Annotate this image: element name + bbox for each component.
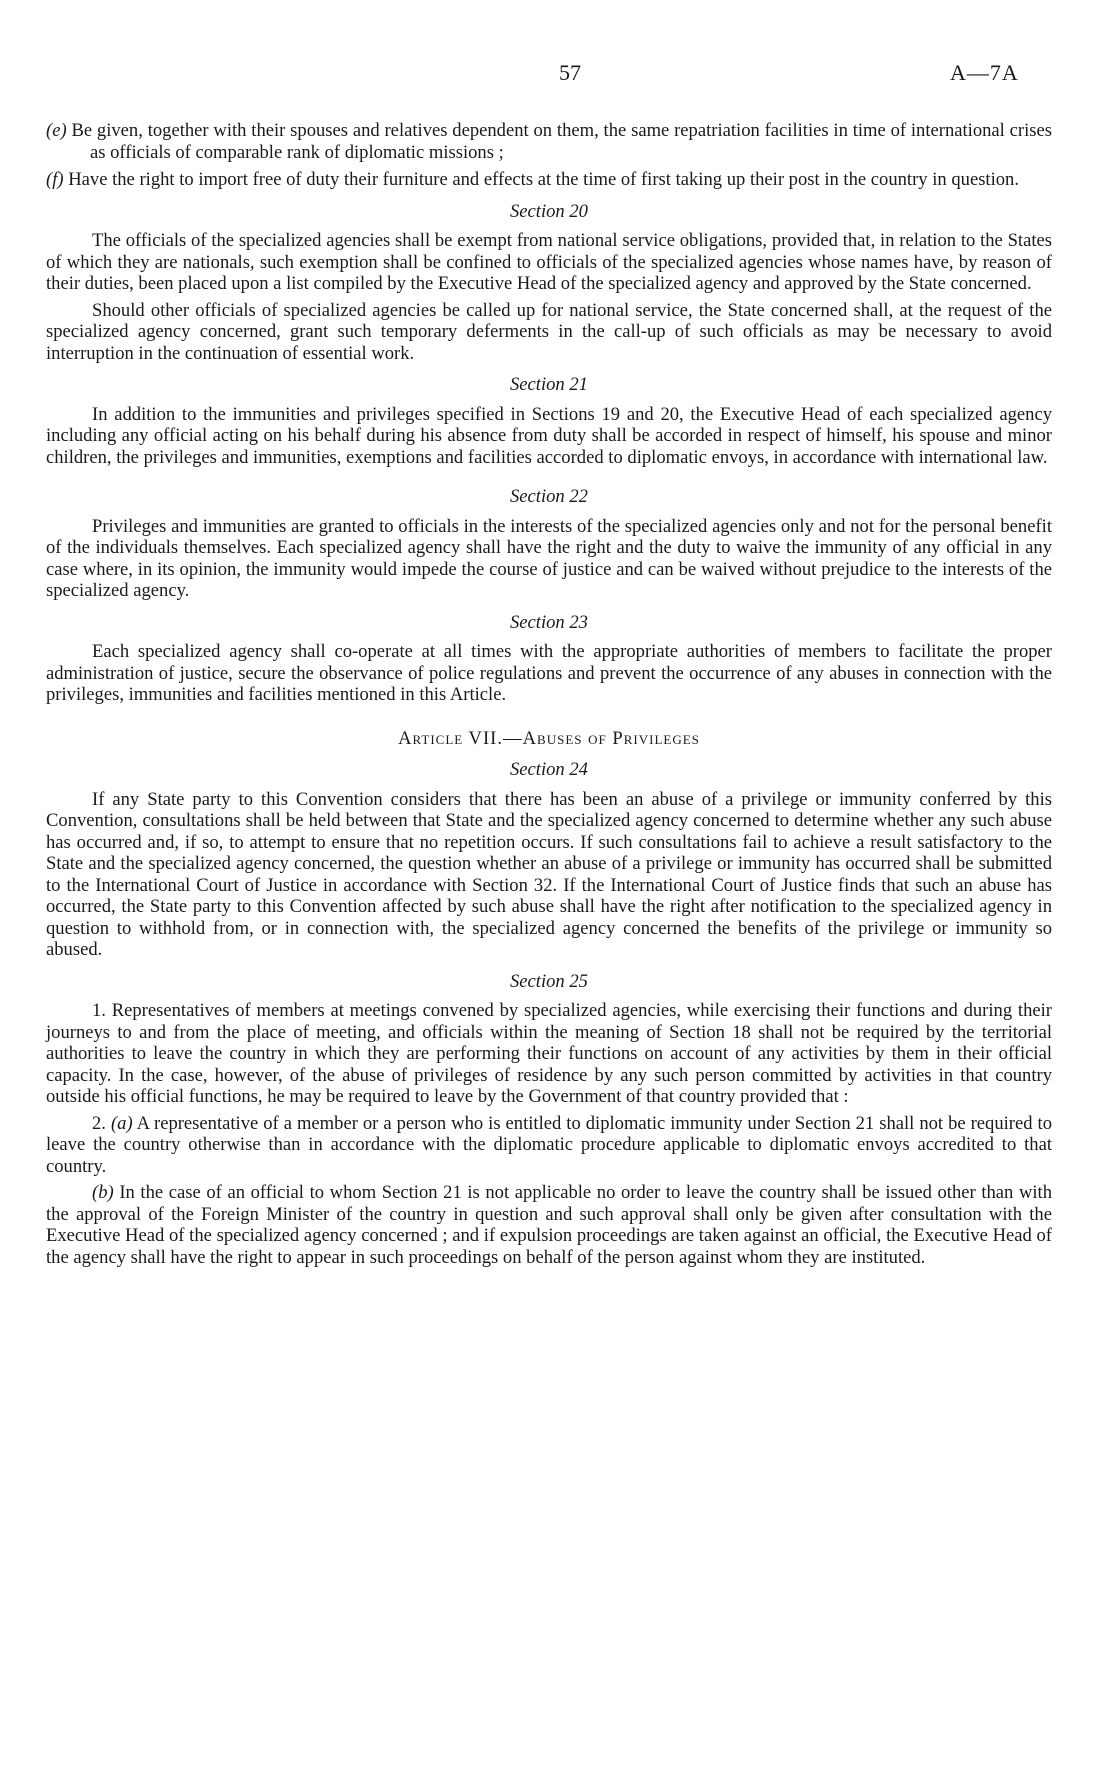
section-20-heading: Section 20 — [510, 200, 588, 222]
section-20-paragraph-2: Should other officials of specialized agencies be called up for national service, the State concerned shall, at the request of the specialized agency concerned, grant such temporary deferments in the call-up of such officials as may be necessary to avoid interruption in the continuation of essential work. — [46, 299, 1052, 364]
section-22-paragraph-1: Privileges and immunities are granted to officials in the interests of the specialized agencies only and not for the personal benefit of the individuals themselves. Each specialized agency shall have the right and the duty to waive the immunity of any official in any case where, in its opinion, the immunity would impede the course of justice and can be waived without prejudice to the interests of the specialized agency. — [46, 515, 1052, 601]
list-item-e — [46, 120, 1052, 163]
item-text: Have the right to import free of duty their furniture and effects at the time of first taking up their post in the country in question. — [68, 169, 1020, 190]
section-25-paragraph-3 — [46, 1182, 1052, 1268]
page-number: 57 — [559, 60, 581, 85]
section-24-paragraph-1: If any State party to this Convention considers that there has been an abuse of a privilege or immunity conferred by this Convention, consultations shall be held between that State and the specialized agency concerned to determine whether any such abuse has occurred and, if so, to attempt to ensure that no repetition occurs. If such consultations fail to achieve a result satisfactory to the State and the specialized agency concerned, the question whether an abuse of a privilege or immunity has occurred shall be submitted to the International Court of Justice in accordance with Section 32. If the International Court of Justice finds that such an abuse has occurred, the State party to this Convention affected by such abuse shall have the right after notification to the specialized agency in question to withhold from, or in connection with, the specialized agency concerned the benefits of the privilege or immunity so abused. — [46, 788, 1052, 960]
section-23-paragraph-1: Each specialized agency shall co-operate at all times with the appropriate authorities of members to facilitate the proper administration of justice, secure the observance of police regulations and prevent the occurrence of any abuses in connection with the privileges, immunities and facilities mentioned in this Article. — [46, 641, 1052, 705]
subparagraph-text-a: A representative of a member or a person who is entitled to diplomatic immunity under Section 21 shall not be required to leave the country otherwise than in accordance with the diplomatic procedure applicable to diplomatic envoys accredited to that country. — [46, 1112, 1053, 1177]
subparagraph-text-b: In the case of an official to whom Section 21 is not applicable no order to leave the country shall be issued other than with the approval of the Foreign Minister of the country in question and such approval shall only be given after consultation with the Executive Head of the specialized agency concerned ; and if expulsion proceedings are taken against an official, the Executive Head of the agency shall have the right to appear in such proceedings on behalf of the person against whom they are instituted. — [46, 1182, 1053, 1268]
section-21-paragraph-1: In addition to the immunities and privileges specified in Sections 19 and 20, the Executive Head of each specialized agency including any official acting on his behalf during his absence from duty shall be accorded in respect of himself, his spouse and minor children, the privileges and immunities, exemptions and facilities accorded to diplomatic envoys, in accordance with international law. — [46, 403, 1052, 468]
section-25-paragraph-1: 1. Representatives of members at meetings convened by specialized agencies, while exercising their functions and during their journeys to and from the place of meeting, and officials within the meaning of Section 18 shall not be required by the territorial authorities to leave the country in which they are performing their functions on account of any activities by them in their official capacity. In the case, however, of the abuse of privileges of residence by any such person committed by activities in that country outside his official functions, he may be required to leave by the Government of that country provided that : — [46, 1000, 1052, 1107]
section-21-heading: Section 21 — [510, 374, 588, 395]
section-22-heading: Section 22 — [510, 486, 588, 507]
subparagraph-label-a: (a) — [110, 1112, 133, 1134]
section-23-heading: Section 23 — [510, 611, 588, 633]
section-25-paragraph-2 — [46, 1113, 1052, 1178]
item-text: Be given, together with their spouses and relatives dependent on them, the same repatriation facilities in time of international crises as officials of comparable rank of diplomatic missions ; — [71, 120, 1052, 163]
section-24-heading: Section 24 — [510, 759, 588, 780]
item-label: (e) — [46, 120, 67, 141]
list-item-f — [46, 169, 1052, 191]
document-reference: A—7A — [950, 60, 1019, 85]
subparagraph-label-b: (b) — [92, 1182, 114, 1203]
paragraph-number: 2. — [92, 1112, 106, 1134]
section-25-heading: Section 25 — [510, 970, 588, 992]
article-7-title: Article VII.—Abuses of Privileges — [398, 727, 700, 749]
page-body — [46, 120, 1052, 1273]
item-label: (f) — [46, 169, 64, 190]
section-20-paragraph-1: The officials of the specialized agencies shall be exempt from national service obligations, provided that, in relation to the States of which they are nationals, such exemption shall be confined to officials of the specialized agencies whose names have, by reason of their duties, been placed upon a list compiled by the Executive Head of the specialized agency and approved by the State concerned. — [46, 230, 1052, 294]
